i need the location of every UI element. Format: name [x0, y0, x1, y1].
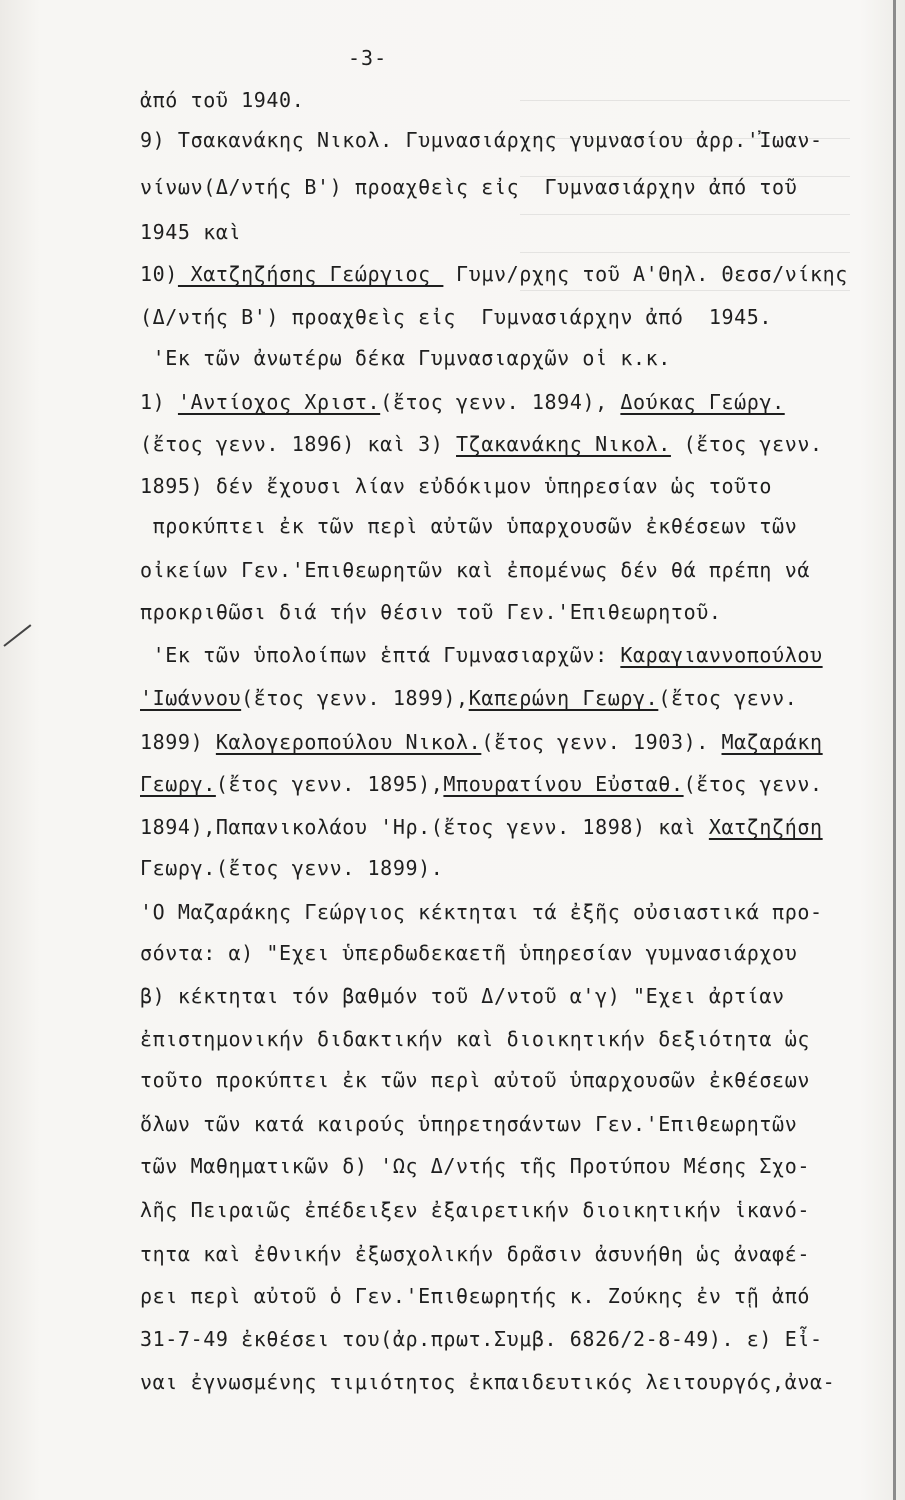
- text-line: [140, 600, 722, 624]
- text-segment: ναι ἐγνωσμένης τιμιότητος ἐκπαιδευτικός λειτουργός,ἀνα-: [140, 1370, 836, 1394]
- text-segment: ὅλων τῶν κατά καιρούς ὑπηρετησάντων Γεν.'Επιθεωρητῶν: [140, 1112, 798, 1136]
- text-segment: Γεωργ.(ἔτος γενν. 1899).: [140, 856, 444, 880]
- text-line: [140, 390, 785, 414]
- text-line: [140, 305, 772, 329]
- text-segment: (Δ/ντής Β') προαχθεὶς εἰς Γυμνασιάρχην ἀπό 1945.: [140, 305, 773, 329]
- underlined-name: Τζακανάκης Νικολ.: [456, 432, 671, 456]
- text-segment: σόντα: α) "Εχει ὑπερδωδεκαετῆ ὑπηρεσίαν γυμνασιάρχου: [140, 941, 798, 965]
- text-line: [140, 1027, 810, 1051]
- underlined-name: Χατζηζήση: [708, 815, 823, 839]
- text-segment: 1): [140, 390, 178, 414]
- text-line: [140, 558, 810, 582]
- text-line: [140, 175, 797, 199]
- text-line: [140, 900, 823, 924]
- underlined-name: Χατζηζήσης Γεώργιος: [177, 262, 444, 286]
- page-number: -3-: [348, 46, 388, 70]
- page-edge: [893, 0, 896, 1500]
- text-segment: 1899): [140, 730, 216, 754]
- text-line: [140, 1284, 810, 1308]
- text-segment: (ἔτος γενν. 1896) καὶ 3): [140, 432, 457, 456]
- text-line: [140, 984, 785, 1008]
- text-line: [140, 1154, 810, 1178]
- underlined-name: Καπερώνη Γεωργ.: [468, 686, 659, 710]
- underlined-name: Γεωργ.: [140, 772, 216, 796]
- text-segment: 'Ο Μαζαράκης Γεώργιος κέκτηται τά ἐξῆς οὐσιαστικά προ-: [140, 900, 823, 924]
- text-line: [140, 514, 797, 538]
- text-segment: προκριθῶσι διά τήν θέσιν τοῦ Γεν.'Επιθεωρητοῦ.: [140, 600, 722, 624]
- text-segment: (ἔτος γενν.: [670, 432, 823, 456]
- text-segment: (ἔτος γενν. 1895),: [215, 772, 444, 796]
- text-segment: τοῦτο προκύπτει ἐκ τῶν περὶ αὐτοῦ ὑπαρχουσῶν ἐκθέσεων: [140, 1068, 810, 1092]
- margin-pen-mark: [3, 624, 31, 647]
- text-segment: ρει περὶ αὐτοῦ ὁ Γεν.'Επιθεωρητής κ. Ζούκης ἐν τῇ ἀπό: [140, 1284, 810, 1308]
- text-segment: οἰκείων Γεν.'Επιθεωρητῶν καὶ ἐπομένως δέν θά πρέπη νά: [140, 558, 810, 582]
- text-line: [140, 346, 671, 370]
- text-segment: 1894),Παπανικολάου 'Ηρ.(ἔτος γενν. 1898) καὶ: [140, 815, 709, 839]
- text-segment: 31-7-49 ἐκθέσει του(ἀρ.πρωτ.Συμβ. 6826/2-8-49). ε) Εἶ-: [140, 1327, 823, 1351]
- text-segment: προκύπτει ἐκ τῶν περὶ αὐτῶν ὑπαρχουσῶν ἐκθέσεων τῶν: [140, 514, 798, 538]
- text-segment: 10): [140, 262, 178, 286]
- text-segment: 1895) δέν ἔχουσι λίαν εὐδόκιμον ὑπηρεσίαν ὡς τοῦτο: [140, 474, 773, 498]
- underlined-name: Μαζαράκη: [721, 730, 823, 754]
- text-line: [140, 856, 443, 880]
- underlined-name: 'Αντίοχος Χριστ.: [177, 390, 381, 414]
- text-line: [140, 474, 772, 498]
- text-segment: β) κέκτηται τόν βαθμόν τοῦ Δ/ντοῦ α'γ) "Εχει ἀρτίαν: [140, 984, 785, 1008]
- text-segment: 9) Τσακανάκης Νικολ. Γυμνασιάρχης γυμνασίου ἀρρ.'Ἰωαν-: [140, 128, 823, 152]
- text-line: [140, 262, 848, 286]
- text-line: [140, 643, 823, 667]
- underlined-name: Μπουρατίνου Εὐσταθ.: [443, 772, 684, 796]
- text-segment: (ἔτος γενν. 1894),: [380, 390, 621, 414]
- text-segment: 1945 καὶ: [140, 220, 242, 244]
- underlined-name: Δούκας Γεώργ.: [620, 390, 785, 414]
- text-line: [140, 1198, 810, 1222]
- underlined-name: Καλογεροπούλου Νικολ.: [215, 730, 482, 754]
- underlined-name: Καραγιαννοπούλου: [620, 643, 823, 667]
- text-segment: νίνων(Δ/ντής Β') προαχθεὶς εἰς Γυμνασιάρχην ἀπό τοῦ: [140, 175, 798, 199]
- text-segment: 'Εκ τῶν ὑπολοίπων ἑπτά Γυμνασιαρχῶν:: [140, 643, 621, 667]
- text-segment: λῆς Πειραιῶς ἐπέδειξεν ἐξαιρετικήν διοικητικήν ἱκανό-: [140, 1198, 810, 1222]
- text-segment: (ἔτος γενν.: [683, 772, 823, 796]
- text-line: [140, 432, 823, 456]
- text-segment: τητα καὶ ἐθνικήν ἐξωσχολικήν δρᾶσιν ἀσυνήθη ὡς ἀναφέ-: [140, 1242, 810, 1266]
- text-line: [140, 686, 797, 710]
- text-segment: 'Εκ τῶν ἀνωτέρω δέκα Γυμνασιαρχῶν οἱ κ.κ.: [140, 346, 671, 370]
- text-line: [140, 128, 823, 152]
- text-segment: (ἔτος γενν. 1903).: [481, 730, 722, 754]
- text-line: [140, 220, 241, 244]
- text-line: [140, 815, 823, 839]
- text-segment: (ἔτος γενν. 1899),: [241, 686, 469, 710]
- underlined-name: 'Ιωάννου: [140, 686, 242, 710]
- text-line: [140, 1370, 835, 1394]
- text-line: [140, 88, 304, 112]
- text-line: [140, 1068, 810, 1092]
- text-line: [140, 941, 797, 965]
- text-line: [140, 1242, 810, 1266]
- text-line: [140, 1327, 823, 1351]
- text-segment: (ἔτος γενν.: [658, 686, 798, 710]
- text-segment: τῶν Μαθηματικῶν δ) 'Ως Δ/ντής τῆς Προτύπου Μέσης Σχο-: [140, 1154, 810, 1178]
- text-line: [140, 1112, 797, 1136]
- text-line: [140, 730, 823, 754]
- text-line: [140, 772, 823, 796]
- text-segment: ἀπό τοῦ 1940.: [140, 88, 305, 112]
- text-segment: Γυμν/ρχης τοῦ Α'Θηλ. Θεσσ/νίκης: [443, 262, 848, 286]
- text-segment: ἐπιστημονικήν διδακτικήν καὶ διοικητικήν δεξιότητα ὡς: [140, 1027, 810, 1051]
